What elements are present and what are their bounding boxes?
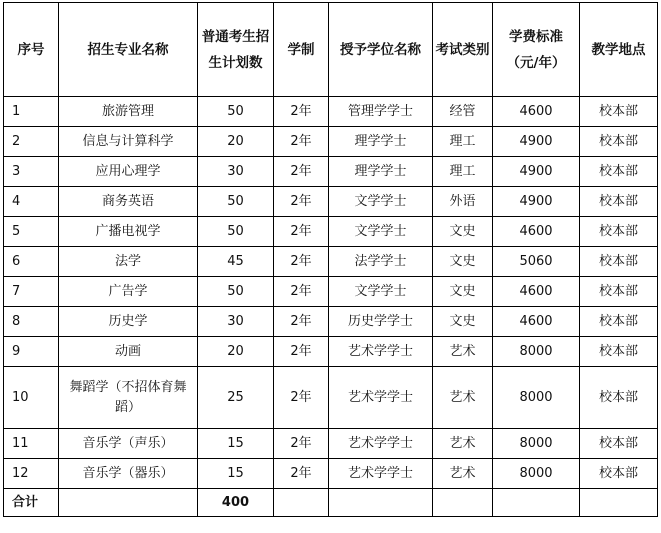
row-number-cell: 9 (4, 337, 59, 367)
duration-cell: 2年 (274, 307, 329, 337)
exam-type-cell: 艺术 (433, 367, 493, 429)
tuition-cell: 4900 (493, 187, 580, 217)
row-number-cell: 11 (4, 429, 59, 459)
tuition-cell: 8000 (493, 337, 580, 367)
total-empty-cell (59, 489, 198, 517)
total-label: 合计 (4, 489, 59, 517)
exam-type-cell: 理工 (433, 157, 493, 187)
row-number-cell: 6 (4, 247, 59, 277)
row-number-cell: 3 (4, 157, 59, 187)
major-name-cell: 商务英语 (59, 187, 198, 217)
major-name-cell: 广告学 (59, 277, 198, 307)
location-cell: 校本部 (580, 337, 658, 367)
plan-count-cell: 50 (198, 217, 274, 247)
table-row (4, 157, 658, 187)
table-row (4, 277, 658, 307)
exam-type-cell: 艺术 (433, 459, 493, 489)
plan-count-cell: 15 (198, 429, 274, 459)
degree-name-cell: 艺术学学士 (329, 459, 433, 489)
total-empty-cell (274, 489, 329, 517)
duration-cell: 2年 (274, 429, 329, 459)
degree-name-cell: 艺术学学士 (329, 337, 433, 367)
duration-cell: 2年 (274, 187, 329, 217)
header-cell-degree: 授予学位名称 (329, 3, 433, 97)
header-cell-location: 教学地点 (580, 3, 658, 97)
degree-name-cell: 管理学学士 (329, 97, 433, 127)
row-number-cell: 8 (4, 307, 59, 337)
table-row (4, 429, 658, 459)
table-row (4, 217, 658, 247)
duration-cell: 2年 (274, 277, 329, 307)
row-number-cell: 10 (4, 367, 59, 429)
tuition-cell: 8000 (493, 367, 580, 429)
header-cell-major: 招生专业名称 (59, 3, 198, 97)
duration-cell: 2年 (274, 247, 329, 277)
exam-type-cell: 文史 (433, 307, 493, 337)
row-number-cell: 1 (4, 97, 59, 127)
plan-count-cell: 20 (198, 127, 274, 157)
degree-name-cell: 文学学士 (329, 277, 433, 307)
major-name-cell: 历史学 (59, 307, 198, 337)
table-row (4, 307, 658, 337)
plan-count-cell: 15 (198, 459, 274, 489)
major-name-cell: 应用心理学 (59, 157, 198, 187)
location-cell: 校本部 (580, 247, 658, 277)
major-name-cell: 信息与计算科学 (59, 127, 198, 157)
plan-count-cell: 50 (198, 97, 274, 127)
major-name-cell: 舞蹈学（不招体育舞蹈） (59, 367, 198, 429)
duration-cell: 2年 (274, 127, 329, 157)
exam-type-cell: 经管 (433, 97, 493, 127)
tuition-cell: 4900 (493, 157, 580, 187)
duration-cell: 2年 (274, 367, 329, 429)
plan-count-cell: 45 (198, 247, 274, 277)
degree-name-cell: 艺术学学士 (329, 429, 433, 459)
plan-count-cell: 50 (198, 277, 274, 307)
tuition-cell: 4600 (493, 217, 580, 247)
plan-count-cell: 25 (198, 367, 274, 429)
degree-name-cell: 文学学士 (329, 187, 433, 217)
duration-cell: 2年 (274, 217, 329, 247)
major-name-cell: 广播电视学 (59, 217, 198, 247)
tuition-cell: 4600 (493, 307, 580, 337)
location-cell: 校本部 (580, 217, 658, 247)
tuition-cell: 8000 (493, 459, 580, 489)
major-name-cell: 动画 (59, 337, 198, 367)
total-value: 400 (198, 489, 274, 517)
duration-cell: 2年 (274, 459, 329, 489)
plan-count-cell: 50 (198, 187, 274, 217)
header-row (4, 3, 658, 97)
total-empty-cell (493, 489, 580, 517)
table-row (4, 367, 658, 429)
exam-type-cell: 艺术 (433, 429, 493, 459)
table-row (4, 97, 658, 127)
row-number-cell: 5 (4, 217, 59, 247)
tuition-cell: 4900 (493, 127, 580, 157)
header-cell-plan: 普通考生招生计划数 (198, 3, 274, 97)
table-row (4, 337, 658, 367)
degree-name-cell: 理学学士 (329, 127, 433, 157)
major-name-cell: 法学 (59, 247, 198, 277)
header-cell-tuition: 学费标准（元/年） (493, 3, 580, 97)
exam-type-cell: 文史 (433, 217, 493, 247)
enrollment-plan-table (3, 2, 658, 517)
major-name-cell: 音乐学（器乐） (59, 459, 198, 489)
exam-type-cell: 文史 (433, 247, 493, 277)
row-number-cell: 4 (4, 187, 59, 217)
major-name-cell: 音乐学（声乐） (59, 429, 198, 459)
table-row (4, 127, 658, 157)
header-cell-no: 序号 (4, 3, 59, 97)
header-cell-duration: 学制 (274, 3, 329, 97)
tuition-cell: 5060 (493, 247, 580, 277)
total-empty-cell (580, 489, 658, 517)
plan-count-cell: 30 (198, 307, 274, 337)
exam-type-cell: 文史 (433, 277, 493, 307)
tuition-cell: 8000 (493, 429, 580, 459)
degree-name-cell: 理学学士 (329, 157, 433, 187)
tuition-cell: 4600 (493, 277, 580, 307)
location-cell: 校本部 (580, 97, 658, 127)
major-name-cell: 旅游管理 (59, 97, 198, 127)
location-cell: 校本部 (580, 277, 658, 307)
duration-cell: 2年 (274, 97, 329, 127)
degree-name-cell: 历史学学士 (329, 307, 433, 337)
total-row (4, 489, 658, 517)
location-cell: 校本部 (580, 459, 658, 489)
location-cell: 校本部 (580, 307, 658, 337)
row-number-cell: 7 (4, 277, 59, 307)
exam-type-cell: 艺术 (433, 337, 493, 367)
exam-type-cell: 理工 (433, 127, 493, 157)
duration-cell: 2年 (274, 337, 329, 367)
table-row (4, 247, 658, 277)
tuition-cell: 4600 (493, 97, 580, 127)
location-cell: 校本部 (580, 157, 658, 187)
degree-name-cell: 艺术学学士 (329, 367, 433, 429)
plan-count-cell: 20 (198, 337, 274, 367)
row-number-cell: 12 (4, 459, 59, 489)
duration-cell: 2年 (274, 157, 329, 187)
plan-count-cell: 30 (198, 157, 274, 187)
exam-type-cell: 外语 (433, 187, 493, 217)
table-row (4, 459, 658, 489)
location-cell: 校本部 (580, 367, 658, 429)
location-cell: 校本部 (580, 429, 658, 459)
row-number-cell: 2 (4, 127, 59, 157)
location-cell: 校本部 (580, 127, 658, 157)
total-empty-cell (433, 489, 493, 517)
location-cell: 校本部 (580, 187, 658, 217)
table-row (4, 187, 658, 217)
degree-name-cell: 文学学士 (329, 217, 433, 247)
header-cell-exam-type: 考试类别 (433, 3, 493, 97)
total-empty-cell (329, 489, 433, 517)
degree-name-cell: 法学学士 (329, 247, 433, 277)
